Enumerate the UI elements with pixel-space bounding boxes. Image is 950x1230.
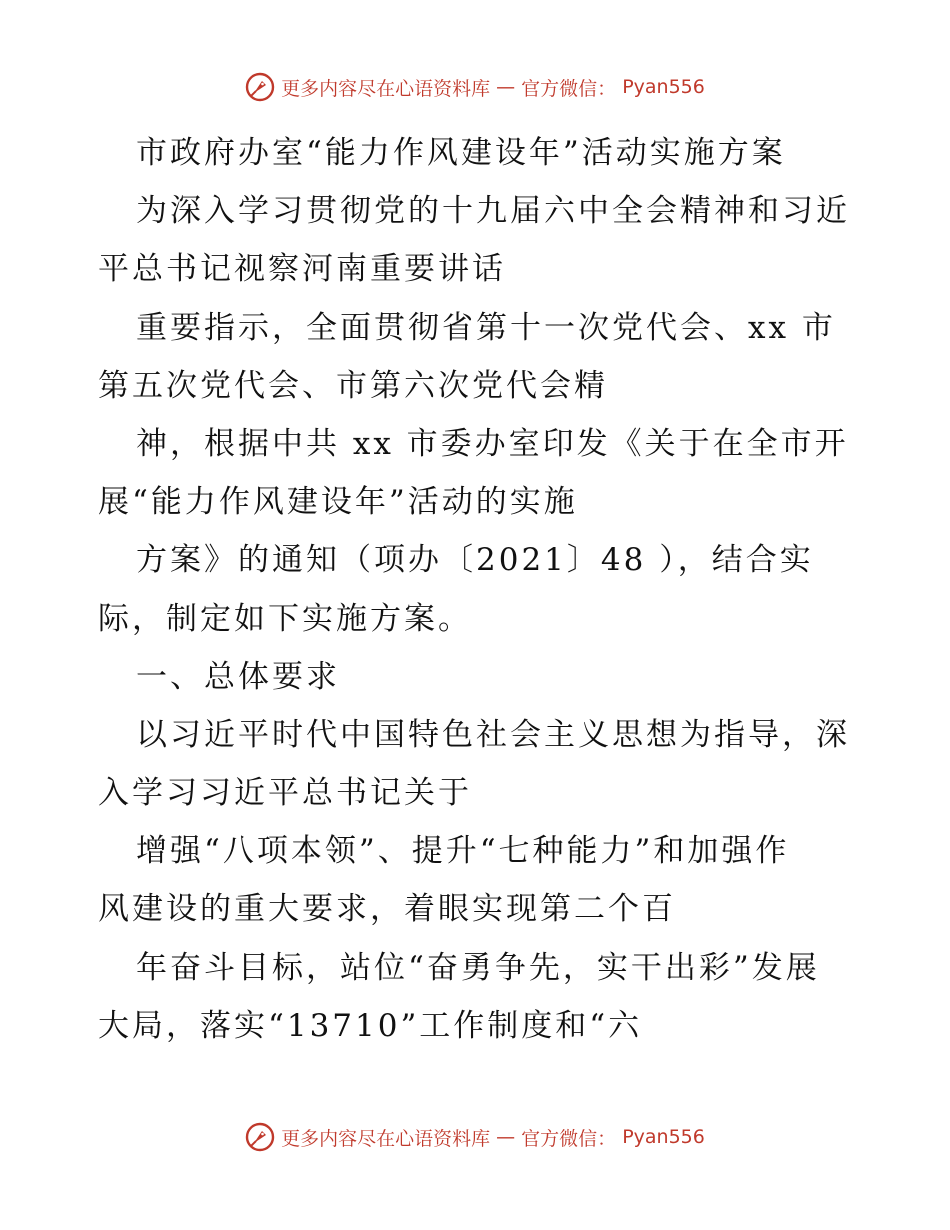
watermark-id: Pyan556 — [622, 76, 705, 98]
paragraph-line: 风建设的重大要求，着眼实现第二个百 — [98, 891, 676, 928]
watermark-id: Pyan556 — [622, 1126, 705, 1148]
document-title: 市政府办室“能力作风建设年”活动实施方案 — [136, 135, 786, 171]
footer-watermark — [0, 1122, 950, 1152]
pen-nib-logo-icon — [245, 1122, 275, 1152]
watermark-label: 官方微信： — [521, 1127, 617, 1150]
document-body — [98, 124, 858, 1055]
paragraph-line: 平总书记视察河南重要讲话 — [98, 251, 506, 288]
watermark-dash: — — [496, 76, 516, 98]
paragraph-line: 入学习习近平总书记关于 — [98, 775, 472, 812]
paragraph-line: 际，制定如下实施方案。 — [98, 600, 472, 637]
paragraph-line: 重要指示，全面贯彻省第十一次党代会、xx 市 — [136, 309, 836, 346]
paragraph-line: 年奋斗目标，站位“奋勇争先，实干出彩”发展 — [136, 949, 820, 986]
section-heading: 一、总体要求 — [136, 658, 340, 695]
paragraph-line: 第五次党代会、市第六次党代会精 — [98, 367, 608, 404]
paragraph-line: 展“能力作风建设年”活动的实施 — [98, 484, 578, 521]
watermark-label: 官方微信： — [521, 77, 617, 100]
watermark-dash: — — [496, 1126, 516, 1148]
header-watermark — [0, 72, 950, 102]
paragraph-line: 方案》的通知（项办〔2021〕48 ），结合实 — [136, 542, 814, 579]
paragraph-line: 神，根据中共 xx 市委办室印发《关于在全市开 — [136, 425, 849, 462]
paragraph-line: 增强“八项本领”、提升“七种能力”和加强作 — [136, 833, 790, 870]
paragraph-line: 为深入学习贯彻党的十九届六中全会精神和习近 — [136, 193, 850, 230]
watermark-text: 更多内容尽在心语资料库 — [281, 77, 491, 100]
pen-nib-logo-icon — [245, 72, 275, 102]
paragraph-line: 以习近平时代中国特色社会主义思想为指导，深 — [136, 716, 850, 753]
watermark-text: 更多内容尽在心语资料库 — [281, 1127, 491, 1150]
paragraph-line: 大局，落实“13710”工作制度和“六 — [98, 1007, 643, 1044]
